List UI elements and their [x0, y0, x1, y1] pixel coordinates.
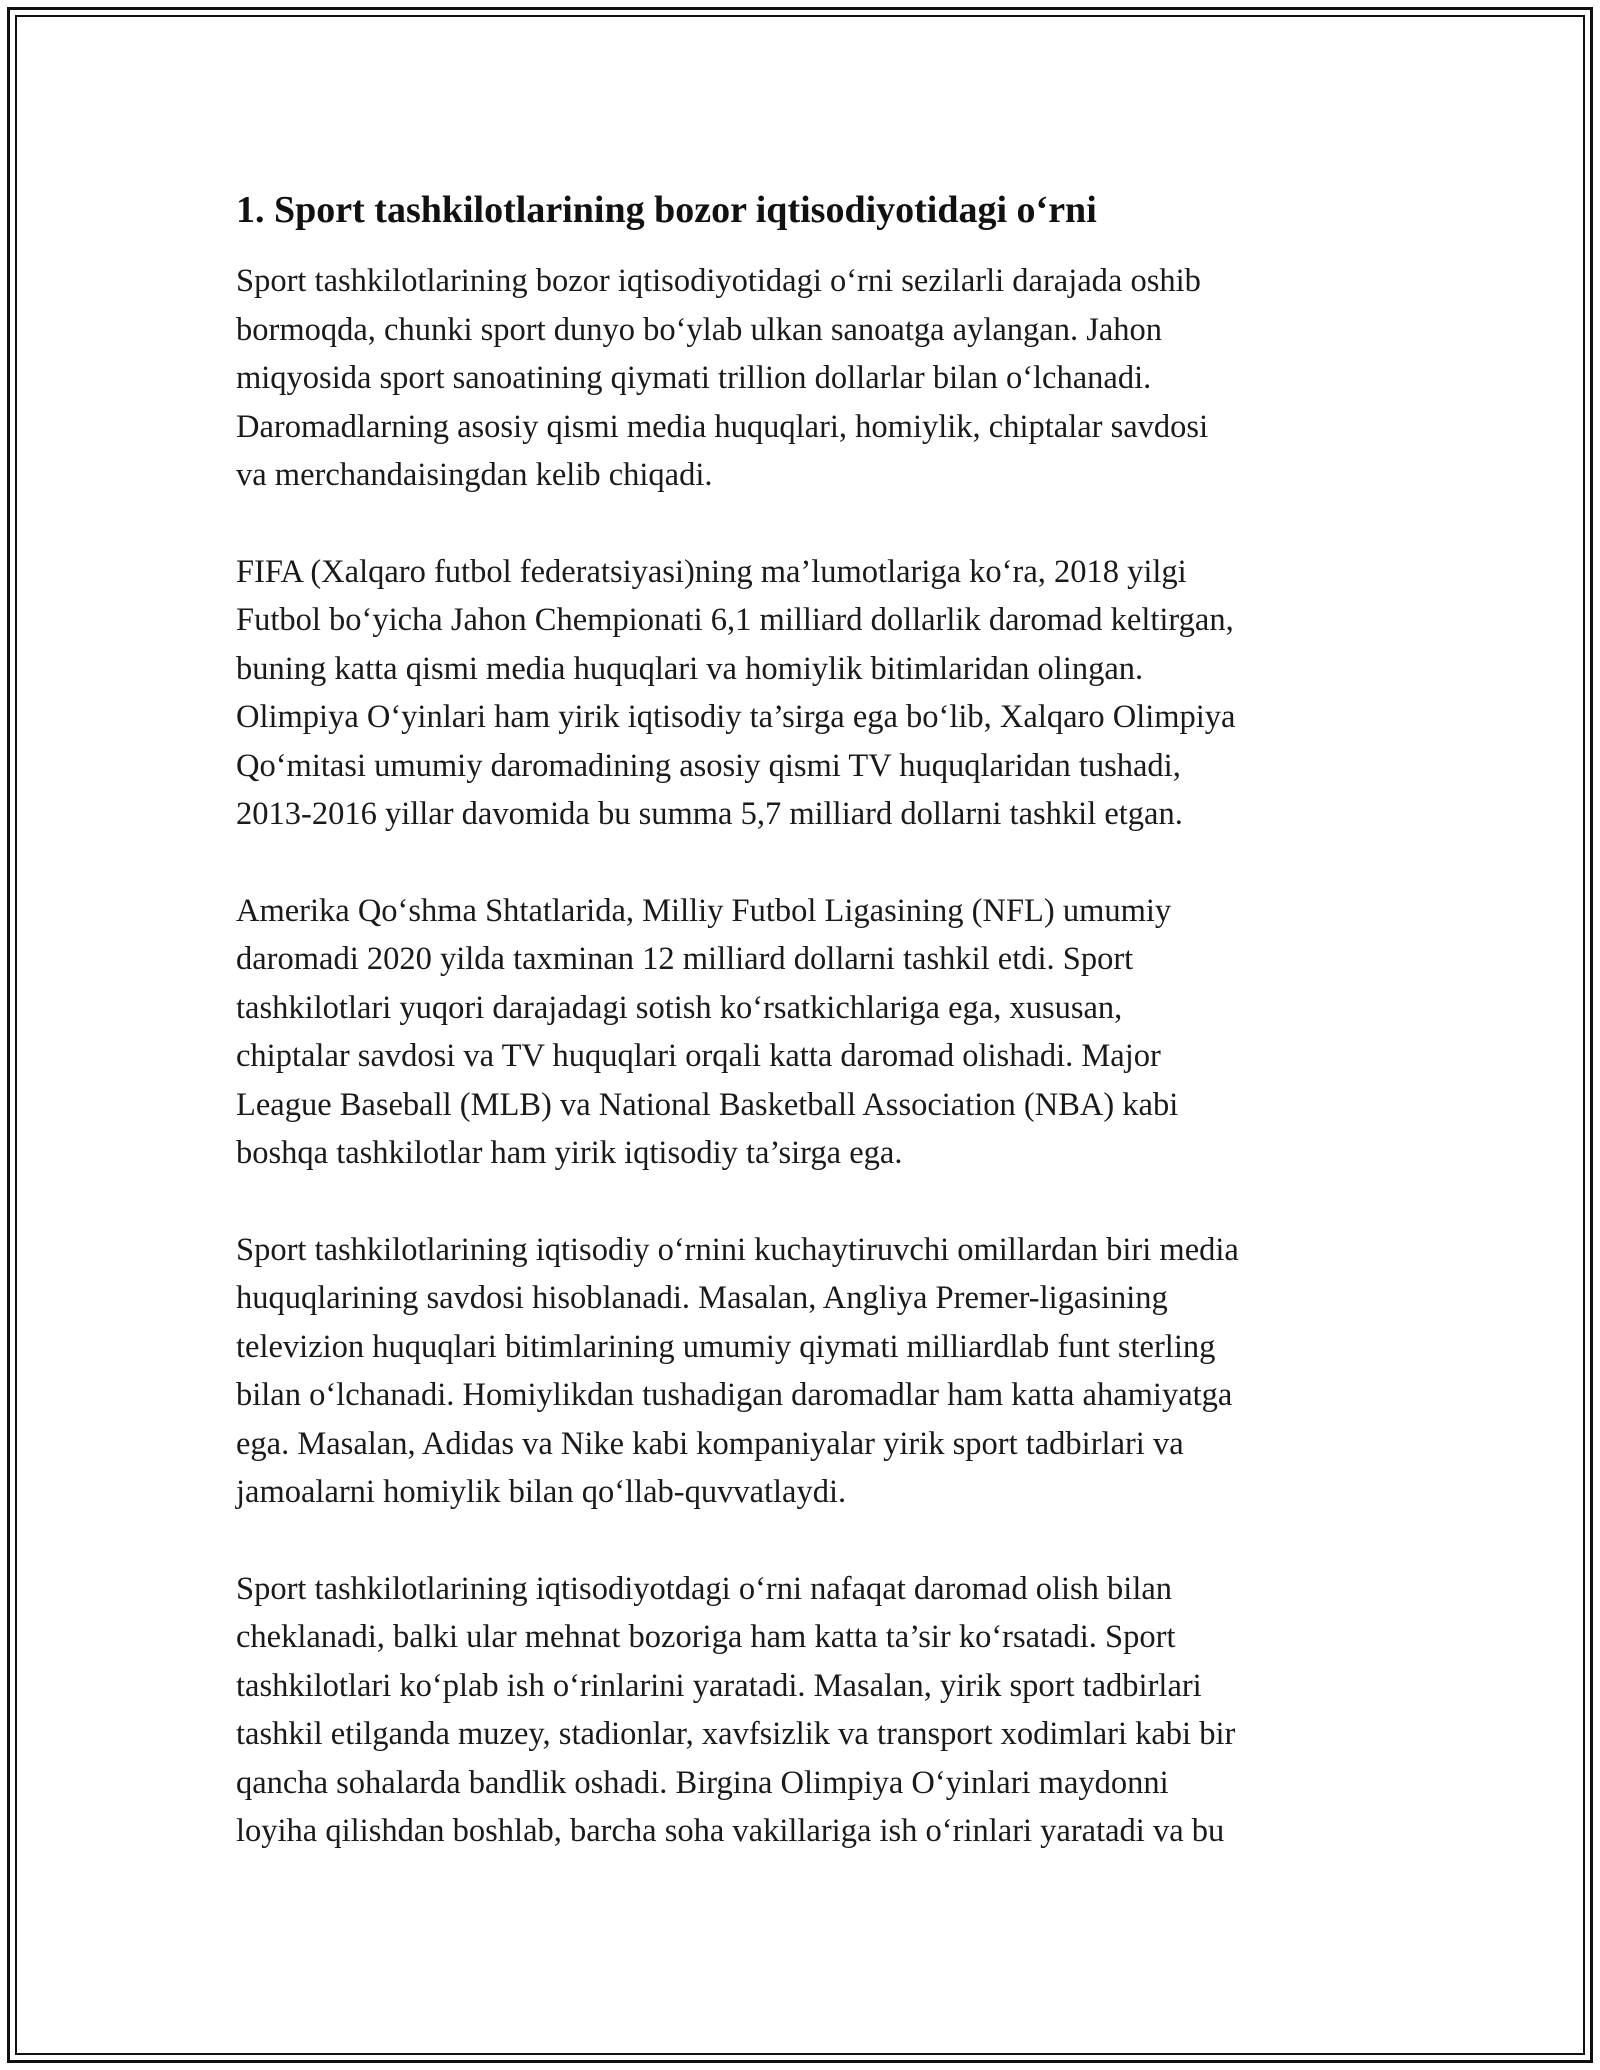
paragraph-2: FIFA (Xalqaro futbol federatsiyasi)ning ma’lumotlariga ko‘ra, 2018 yilgi Futbol bo‘yicha Jahon Chempionati 6,1 milliard dollarlik daromad keltirgan, buning katta qismi media huquqlari va homiylik bitimlaridan olingan. Olimpiya O‘yinlari ham yirik iqtisodiy ta’sirga ega bo‘lib, Xalqaro Olimpiya Qo‘mitasi umumiy daromadining asosiy qismi TV huquqlaridan tushadi, 2013-2016 yillar davomida bu summa 5,7 milliard dollarni tashkil etgan. [236, 553, 1236, 832]
paragraph-4: Sport tashkilotlarining iqtisodiy o‘rnini kuchaytiruvchi omillardan biri media huquqlarining savdosi hisoblanadi. Masalan, Angliya Premer-ligasining televizion huquqlari bitimlarining umumiy qiymati milliardlab funt sterling bilan o‘lchanadi. Homiylikdan tushadigan daromadlar ham katta ahamiyatga ega. Masalan, Adidas va Nike kabi kompaniyalar yirik sport tadbirlari va jamoalarni homiylik bilan qo‘llab-quvvatlaydi. [236, 1231, 1239, 1510]
document-body [236, 185, 1376, 1904]
section-heading: 1. Sport tashkilotlarining bozor iqtisodiyotidagi o‘rni [236, 189, 1097, 231]
paragraph-3: Amerika Qo‘shma Shtatlarida, Milliy Futbol Ligasining (NFL) umumiy daromadi 2020 yilda taxminan 12 milliard dollarni tashkil etdi. Sport tashkilotlari yuqori darajadagi sotish ko‘rsatkichlariga ega, xususan, chiptalar savdosi va TV huquqlari orqali katta daromad olishadi. Major League Baseball (MLB) va National Basketball Association (NBA) kabi boshqa tashkilotlar ham yirik iqtisodiy ta’sirga ega. [236, 892, 1179, 1171]
paragraph-5: Sport tashkilotlarining iqtisodiyotdagi o‘rni nafaqat daromad olish bilan cheklanadi, balki ular mehnat bozoriga ham katta ta’sir ko‘rsatadi. Sport tashkilotlari ko‘plab ish o‘rinlarini yaratadi. Masalan, yirik sport tadbirlari tashkil etilganda muzey, stadionlar, xavfsizlik va transport xodimlari kabi bir qancha sohalarda bandlik oshadi. Birgina Olimpiya O‘yinlari maydonni loyiha qilishdan boshlab, barcha soha vakillariga ish o‘rinlari yaratadi va bu [236, 1570, 1236, 1849]
paragraph-1: Sport tashkilotlarining bozor iqtisodiyotidagi o‘rni sezilarli darajada oshib bormoqda, chunki sport dunyo bo‘ylab ulkan sanoatga aylangan. Jahon miqyosida sport sanoatining qiymati trillion dollarlar bilan o‘lchanadi. Daromadlarning asosiy qismi media huquqlari, homiylik, chiptalar savdosi va merchandaisingdan kelib chiqadi. [236, 263, 1209, 493]
